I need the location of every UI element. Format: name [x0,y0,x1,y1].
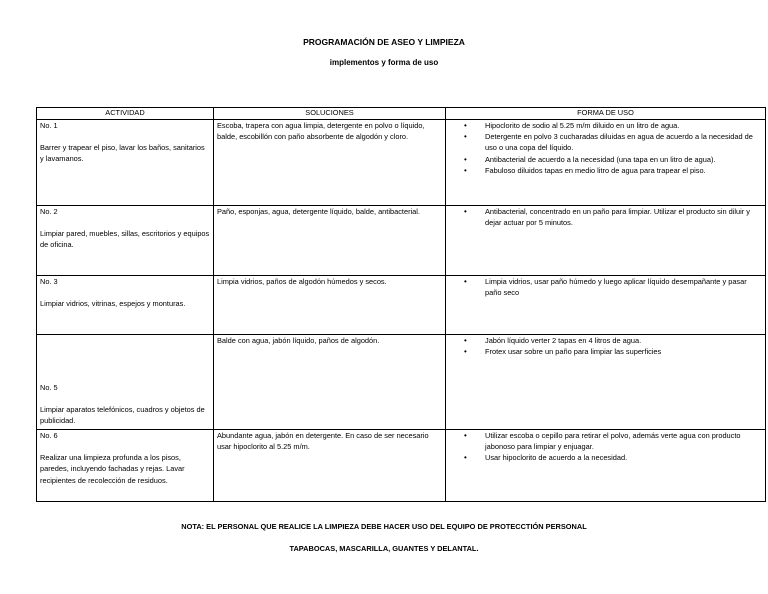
solutions-cell: Paño, esponjas, agua, detergente líquido, balde, antibacterial. [214,206,446,276]
column-header-usage: FORMA DE USO [446,108,766,120]
column-header-activity: ACTIVIDAD [37,108,214,120]
table-row [37,276,766,335]
list-item: • Antibacterial de acuerdo a la necesidad (una tapa en un litro de agua). [485,154,762,165]
list-item: • Usar hipoclorito de acuerdo a la necesidad. [485,452,762,463]
activity-number: No. 5 [40,383,58,392]
list-item: • Utilizar escoba o cepillo para retirar el polvo, además verte agua con producto jabonoso para limpiar y enjuagar. [485,430,762,452]
table-row [37,120,766,206]
usage-list [449,276,762,298]
list-item: • Frotex usar sobre un paño para limpiar las superficies [485,346,762,357]
activity-cell [37,335,214,430]
list-item: • Fabuloso diluidos tapas en medio litro de agua para trapear el piso. [485,165,762,176]
activity-text: Limpiar vidrios, vitrinas, espejos y monturas. [40,299,186,309]
solutions-cell: Escoba, trapera con agua limpia, detergente en polvo o líquido, balde, escobillón con paño absorbente de algodón y cloro. [214,120,446,206]
protective-equipment-note: TAPABOCAS, MASCARILLA, GUANTES Y DELANTAL. [289,544,479,553]
table-row [37,335,766,430]
activity-number: No. 6 [40,431,58,440]
list-item: • Hipoclorito de sodio al 5.25 m/m diluido en un litro de agua. [485,120,762,131]
activity-cell [37,430,214,502]
usage-list [449,206,762,228]
usage-cell [446,120,766,206]
cleaning-schedule-table [36,107,766,502]
activity-cell [37,206,214,276]
usage-list [449,120,762,176]
activity-text: Limpiar aparatos telefónicos, cuadros y objetos de publicidad. [40,405,205,426]
table-row [37,206,766,276]
usage-list [449,430,762,464]
list-item: • Detergente en polvo 3 cucharadas diluidas en agua de acuerdo a la necesidad de uso o una copa del líquido. [485,131,762,153]
column-header-solutions: SOLUCIONES [214,108,446,120]
table-row [37,430,766,502]
list-item: • Jabón líquido verter 2 tapas en 4 litros de agua. [485,335,762,346]
solutions-cell: Limpia vidrios, paños de algodón húmedos y secos. [214,276,446,335]
activity-number: No. 3 [40,277,58,286]
list-item: • Limpia vidrios, usar paño húmedo y luego aplicar líquido desempañante y pasar paño seco [485,276,762,298]
solutions-cell: Balde con agua, jabón líquido, paños de algodón. [214,335,446,430]
usage-cell [446,335,766,430]
table-header-row [37,108,766,120]
activity-cell [37,120,214,206]
safety-note: NOTA: EL PERSONAL QUE REALICE LA LIMPIEZA DEBE HACER USO DEL EQUIPO DE PROTECCTIÓN PERSONAL [181,522,587,531]
activity-number: No. 1 [40,121,58,130]
usage-cell [446,206,766,276]
usage-cell [446,276,766,335]
activity-text: Limpiar pared, muebles, sillas, escritorios y equipos de oficina. [40,229,210,250]
list-item: • Antibacterial, concentrado en un paño para limpiar. Utilizar el producto sin diluir y dejar actuar por 5 minutos. [485,206,762,228]
usage-cell [446,430,766,502]
usage-list [449,335,762,357]
page-subtitle: implementos y forma de uso [329,58,439,67]
activity-text: Barrer y trapear el piso, lavar los baños, sanitarios y lavamanos. [40,143,205,164]
solutions-cell: Abundante agua, jabón en detergente. En caso de ser necesario usar hipoclorito al 5.25 m/m. [214,430,446,502]
activity-cell [37,276,214,335]
page-title: PROGRAMACIÓN DE ASEO Y LIMPIEZA [303,37,465,47]
activity-number: No. 2 [40,207,58,216]
activity-text: Realizar una limpieza profunda a los pisos, paredes, incluyendo fachadas y rejas. Lavar recipientes de recolección de residuos. [40,453,185,485]
